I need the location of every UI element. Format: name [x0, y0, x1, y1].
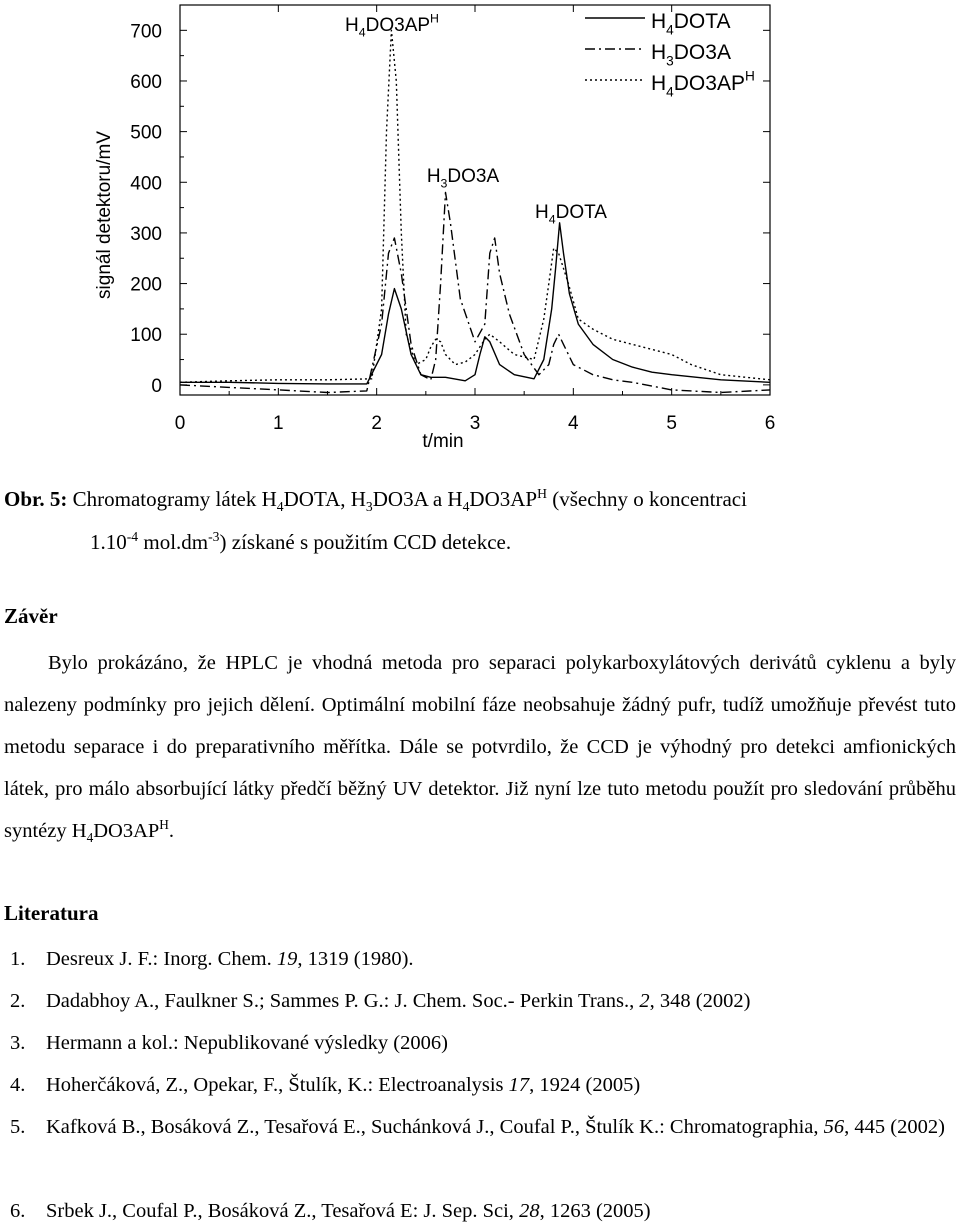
reference-text-b: , 1319 (1980). — [297, 948, 414, 970]
reference-text-a: Hoherčáková, Z., Opekar, F., Štulík, K.: Electroanalysis — [46, 1074, 509, 1096]
legend-label: $H_3DO3A$ — [651, 41, 731, 69]
x-axis-label: t/min — [422, 431, 464, 452]
x-tick-label: 2 — [371, 413, 382, 434]
y-tick-label: 200 — [130, 274, 162, 296]
references-heading: Literatura — [4, 901, 99, 925]
caption-sup-1: H — [537, 486, 547, 501]
x-tick-label: 0 — [174, 413, 186, 434]
reference-text-b: , 348 (2002) — [649, 990, 751, 1012]
caption-text-a: Chromatogramy látek H — [67, 487, 277, 511]
reference-number: 1. — [10, 948, 26, 970]
legend-label: $H_4DO3AP^H$ — [651, 68, 755, 100]
reference-text-b: , 1924 (2005) — [529, 1074, 641, 1096]
reference-volume: 19 — [276, 948, 298, 970]
caption-text-b: DOTA, H — [283, 487, 366, 511]
conclusion-text-end: DO3AP — [93, 820, 160, 842]
chart-ticks — [130, 5, 775, 434]
peak-annotation: $H_4DOTA$ — [535, 202, 607, 227]
caption-sub-1: 4 — [276, 499, 284, 515]
reference-number: 5. — [10, 1116, 26, 1138]
caption-text-e: (všechny o koncentraci — [546, 487, 747, 511]
reference-text-b: , 445 (2002) — [844, 1116, 945, 1138]
peak-annotation: $H_3DO3A$ — [426, 166, 500, 191]
x-tick-label: 3 — [469, 413, 481, 434]
caption-text-c: DO3A a H — [372, 487, 463, 511]
reference-item — [10, 980, 950, 1022]
series-line-dash-dot — [180, 192, 770, 392]
caption-line2-a: 1.10 — [90, 530, 127, 554]
caption-line-2 — [4, 521, 954, 564]
chart-legend — [585, 10, 755, 99]
reference-text-a: Dadabhoy A., Faulkner S.; Sammes P. G.: J. Chem. Soc.- Perkin Trans., — [46, 990, 640, 1012]
reference-text — [46, 938, 414, 980]
reference-text — [46, 1106, 946, 1148]
reference-text — [46, 980, 750, 1022]
y-tick-label: 500 — [130, 122, 162, 144]
caption-text-d: DO3AP — [469, 487, 538, 511]
reference-number: 6. — [10, 1200, 26, 1222]
caption-sup-3: -3 — [208, 529, 220, 544]
conclusion-paragraph — [4, 642, 956, 852]
reference-text-b: , 1263 (2005) — [539, 1200, 651, 1222]
y-tick-label: 300 — [130, 223, 162, 245]
legend-label: $H_4DOTA$ — [651, 10, 731, 38]
reference-number: 3. — [10, 1032, 26, 1054]
x-tick-label: 4 — [568, 413, 579, 434]
reference-volume: 56 — [823, 1116, 845, 1138]
caption-sub-2: 3 — [365, 499, 373, 515]
caption-line2-c: ) získané s použitím CCD detekce. — [219, 530, 512, 554]
y-tick-label: 0 — [151, 375, 162, 397]
figure-number: Obr. 5: — [4, 487, 68, 511]
x-tick-label: 1 — [273, 413, 284, 434]
reference-number: 2. — [10, 990, 26, 1012]
reference-volume: 17 — [508, 1074, 530, 1096]
conclusion-sup: H — [159, 817, 169, 833]
caption-line2-b: mol.dm — [138, 530, 209, 554]
x-tick-label: 5 — [666, 413, 677, 434]
reference-text-a: Kafková B., Bosáková Z., Tesařová E., Suchánková J., Coufal P., Štulík K.: Chromatographia, — [46, 1116, 824, 1138]
reference-item — [10, 1106, 950, 1190]
conclusion-heading: Závěr — [4, 604, 58, 628]
x-tick-label: 6 — [764, 413, 776, 434]
reference-item — [10, 1022, 950, 1064]
reference-text-a: Hermann a kol.: Nepublikované výsledky (2006) — [46, 1032, 448, 1054]
reference-volume: 28 — [519, 1200, 540, 1222]
conclusion-dot: . — [168, 820, 175, 842]
reference-text — [46, 1064, 640, 1106]
y-tick-label: 700 — [130, 21, 162, 43]
y-tick-label: 400 — [130, 173, 162, 195]
reference-volume: 2 — [639, 990, 650, 1012]
y-tick-label: 100 — [130, 325, 162, 347]
conclusion-sub: 4 — [86, 830, 94, 846]
y-axis-label: signál detektoru/mV — [94, 131, 115, 299]
reference-number: 4. — [10, 1074, 26, 1096]
caption-sup-2: -4 — [126, 529, 139, 544]
reference-text — [46, 1022, 448, 1064]
peak-annotation: $H_4DO3AP^H$ — [345, 11, 439, 40]
reference-list — [10, 938, 950, 1232]
reference-text-a: Srbek J., Coufal P., Bosáková Z., Tesařová E: J. Sep. Sci, — [46, 1200, 520, 1222]
figure-caption — [4, 478, 954, 564]
reference-item — [10, 938, 950, 980]
y-tick-label: 600 — [130, 71, 162, 93]
chromatogram-chart — [0, 0, 960, 460]
conclusion-text: Bylo prokázáno, že HPLC je vhodná metoda pro separaci polykarboxylátových derivátů cyklenu a byly nalezeny podmínky pro jejich dělení. Optimální mobilní fáze neobsahuje žádný pufr, tudíž umožňuje převést tuto metodu separace i do preparativního měřítka. Dále se potvrdilo, že CCD je výhodný pro detekci amfionických látek, pro málo absorbující látky předčí běžný UV detektor. Již nyní lze tuto metodu použít pro sledování průběhu syntézy H — [4, 652, 956, 842]
reference-text-a: Desreux J. F.: Inorg. Chem. — [46, 948, 277, 970]
caption-sub-3: 4 — [462, 499, 470, 515]
reference-item — [10, 1064, 950, 1106]
